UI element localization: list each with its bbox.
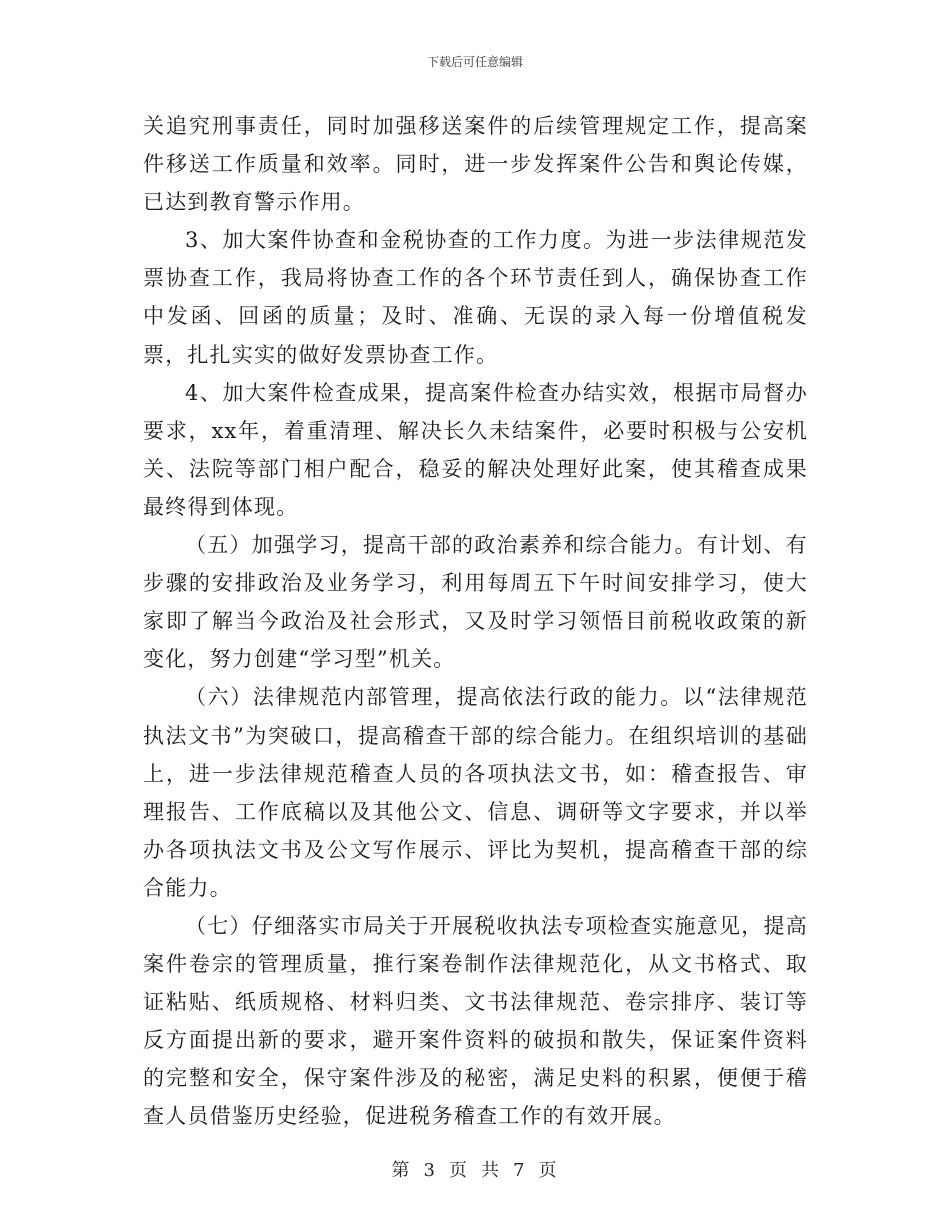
paragraph-section-5: （五）加强学习，提高干部的政治素养和综合能力。有计划、有步骤的安排政治及业务学习，利用每周五下午时间安排学习，使大家即了解当今政治及社会形式，又及时学习领悟目前税收政策的新变化，努力创建“学习型”机关。: [143, 533, 808, 672]
page-number-footer: [0, 1156, 950, 1182]
paragraph-section-6: （六）法律规范内部管理，提高依法行政的能力。以“法律规范执法文书”为突破口，提高稽查干部的综合能力。在组织培训的基础上，进一步法律规范稽查人员的各项执法文书，如：稽查报告、审理报告、工作底稿以及其他公文、信息、调研等文字要求，并以举办各项执法文书及公文写作展示、评比为契机，提高稽查干部的综合能力。: [143, 685, 808, 900]
total-page-number: 7: [513, 1160, 527, 1181]
page-header: 下载后可任意编辑: [426, 55, 523, 69]
current-page-number: 3: [423, 1160, 437, 1181]
paragraph-section-7: （七）仔细落实市局关于开展税收执法专项检查实施意见，提高案件卷宗的管理质量，推行案卷制作法律规范化，从文书格式、取证粘贴、纸质规格、材料归类、文书法律规范、卷宗排序、装订等反方面提出新的要求，避开案件资料的破损和散失，保证案件资料的完整和安全，保守案件涉及的秘密，满足史料的积累，便便于稽查人员借鉴历史经验，促进税务稽查工作的有效开展。: [143, 913, 808, 1129]
footer-prefix: 第: [391, 1160, 412, 1181]
footer-suffix: 页: [538, 1160, 559, 1181]
document-body: [143, 107, 808, 1136]
paragraph-continuation: 关追究刑事责任，同时加强移送案件的后续管理规定工作，提高案件移送工作质量和效率。同时，进一步发挥案件公告和舆论传媒，已达到教育警示作用。: [143, 114, 808, 215]
footer-total-word: 共: [481, 1160, 501, 1181]
paragraph-item-4: 4、加大案件检查成果，提高案件检查办结实效，根据市局督办要求，xx年，着重清理、解决长久未结案件，必要时积极与公安机关、法院等部门相户配合，稳妥的解决处理好此案，使其稽查成果最终得到体现。: [143, 380, 808, 519]
paragraph-item-3: 3、加大案件协查和金税协查的工作力度。为进一步法律规范发票协查工作，我局将协查工作的各个环节责任到人，确保协查工作中发函、回函的质量；及时、准确、无误的录入每一份增值税发票，扎扎实实的做好发票协查工作。: [143, 228, 808, 367]
footer-page-word: 页: [449, 1160, 469, 1181]
